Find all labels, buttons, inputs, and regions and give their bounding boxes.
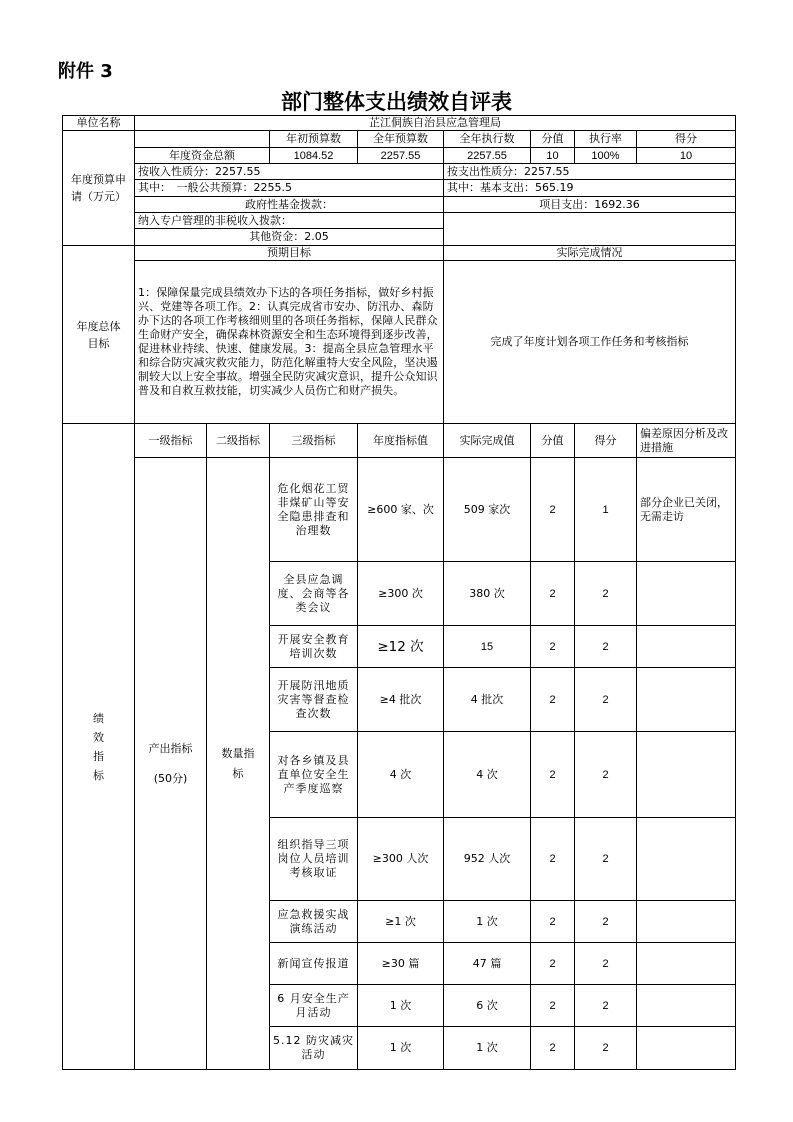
deviation-note <box>637 985 736 1027</box>
weight: 2 <box>531 562 575 626</box>
budget-total-executed: 2257.55 <box>444 148 531 164</box>
header-level3: 三级指标 <box>270 424 358 458</box>
weight: 2 <box>531 943 575 985</box>
annual-target: ≥12 次 <box>358 626 444 668</box>
budget-header-full-year: 全年预算数 <box>358 131 444 148</box>
unit-label: 单位名称 <box>63 116 135 131</box>
performance-section-label: 绩效指标 <box>63 424 135 1070</box>
weight: 2 <box>531 626 575 668</box>
income-nature: 按收入性质分：2257.55 <box>135 164 444 180</box>
weight: 2 <box>531 901 575 943</box>
budget-header-score: 得分 <box>637 131 736 148</box>
weight: 2 <box>531 818 575 901</box>
score: 2 <box>575 943 637 985</box>
deviation-note <box>637 732 736 818</box>
project-expense: 项目支出：1692.36 <box>444 197 736 213</box>
actual-value: 1 次 <box>444 1027 531 1070</box>
level3-indicator: 新闻宣传报道 <box>270 943 358 985</box>
other-funds: 其他资金：2.05 <box>135 229 444 246</box>
annual-target: ≥4 批次 <box>358 668 444 732</box>
level3-indicator: 危化烟花工贸非煤矿山等安全隐患排查和治理数 <box>270 458 358 562</box>
weight: 2 <box>531 985 575 1027</box>
deviation-note <box>637 901 736 943</box>
budget-section-label: 年度预算申请（万元） <box>63 131 135 246</box>
deviation-note <box>637 668 736 732</box>
budget-total-full-year: 2257.55 <box>358 148 444 164</box>
level3-indicator: 5.12 防灾减灾活动 <box>270 1027 358 1070</box>
budget-total-label: 年度资金总额 <box>135 148 270 164</box>
actual-value: 4 批次 <box>444 668 531 732</box>
budget-total-weight: 10 <box>531 148 575 164</box>
level3-indicator: 全县应急调度、会商等各类会议 <box>270 562 358 626</box>
actual-completion-text: 完成了年度计划各项工作任务和考核指标 <box>444 261 736 424</box>
score: 2 <box>575 732 637 818</box>
annual-target: ≥30 篇 <box>358 943 444 985</box>
nontax-income: 纳入专户管理的非税收入拨款： <box>135 213 444 229</box>
header-level1: 一级指标 <box>135 424 207 458</box>
weight: 2 <box>531 668 575 732</box>
score: 2 <box>575 985 637 1027</box>
level3-indicator: 6 月安全生产月活动 <box>270 985 358 1027</box>
header-target: 年度指标值 <box>358 424 444 458</box>
deviation-note <box>637 1027 736 1070</box>
actual-value: 47 篇 <box>444 943 531 985</box>
level2-indicator: 数量指标 <box>207 458 270 1070</box>
header-actual: 实际完成值 <box>444 424 531 458</box>
header-score: 得分 <box>575 424 637 458</box>
actual-value: 4 次 <box>444 732 531 818</box>
self-evaluation-table <box>62 115 736 1070</box>
basic-expense: 其中：基本支出：565.19 <box>444 180 736 197</box>
level3-indicator: 应急救援实战演练活动 <box>270 901 358 943</box>
score: 2 <box>575 901 637 943</box>
budget-header-blank <box>135 131 270 148</box>
budget-header-executed: 全年执行数 <box>444 131 531 148</box>
budget-header-rate: 执行率 <box>575 131 637 148</box>
expected-goals-header: 预期目标 <box>135 246 444 261</box>
attachment-label: 附件 3 <box>58 61 113 82</box>
actual-value: 15 <box>444 626 531 668</box>
score: 2 <box>575 562 637 626</box>
budget-total-rate: 100% <box>575 148 637 164</box>
header-weight: 分值 <box>531 424 575 458</box>
annual-target: 1 次 <box>358 1027 444 1070</box>
score: 2 <box>575 1027 637 1070</box>
annual-target: ≥300 次 <box>358 562 444 626</box>
deviation-note <box>637 562 736 626</box>
budget-header-weight: 分值 <box>531 131 575 148</box>
annual-target: 4 次 <box>358 732 444 818</box>
actual-value: 380 次 <box>444 562 531 626</box>
expense-nature: 按支出性质分：2257.55 <box>444 164 736 180</box>
deviation-note <box>637 943 736 985</box>
actual-value: 952 人次 <box>444 818 531 901</box>
page-title: 部门整体支出绩效自评表 <box>281 89 512 114</box>
actual-value: 6 次 <box>444 985 531 1027</box>
deviation-note <box>637 818 736 901</box>
deviation-note: 部分企业已关闭，无需走访 <box>637 458 736 562</box>
weight: 2 <box>531 458 575 562</box>
annual-target: ≥300 人次 <box>358 818 444 901</box>
general-budget: 其中： 一般公共预算：2255.5 <box>135 180 444 197</box>
header-deviation: 偏差原因分析及改进措施 <box>637 424 736 458</box>
header-level2: 二级指标 <box>207 424 270 458</box>
weight: 2 <box>531 1027 575 1070</box>
goals-section-label: 年度总体目标 <box>63 246 135 424</box>
score: 2 <box>575 818 637 901</box>
actual-completion-header: 实际完成情况 <box>444 246 736 261</box>
actual-value: 1 次 <box>444 901 531 943</box>
annual-target: ≥1 次 <box>358 901 444 943</box>
score: 2 <box>575 626 637 668</box>
annual-target: ≥600 家、次 <box>358 458 444 562</box>
level3-indicator: 开展防汛地质灾害等督查检查次数 <box>270 668 358 732</box>
weight: 2 <box>531 732 575 818</box>
budget-total-initial: 1084.52 <box>270 148 358 164</box>
actual-value: 509 家次 <box>444 458 531 562</box>
expected-goals-text: 1：保障保量完成县绩效办下达的各项任务指标，做好乡村振兴、党建等各项工作。2：认真完成省市安办、防汛办、森防办下达的各项工作考核细则里的各项任务指标，保障人民群众生命财产安全，确保森林资源安全和生态环境得到逐步改善，促进林业持续、快速、健康发展。3：提高全县应急管理水平和综合防灾减灾救灾能力，防范化解重特大安全风险，坚决遏制较大以上安全事故。增强全民防灾减灾意识，提升公众知识普及和自救互救技能，切实减少人员伤亡和财产损失。 <box>135 261 444 424</box>
annual-target: 1 次 <box>358 985 444 1027</box>
score: 1 <box>575 458 637 562</box>
level3-indicator: 组织指导三项岗位人员培训考核取证 <box>270 818 358 901</box>
score: 2 <box>575 668 637 732</box>
deviation-note <box>637 626 736 668</box>
budget-header-initial: 年初预算数 <box>270 131 358 148</box>
budget-total-score: 10 <box>637 148 736 164</box>
level3-indicator: 开展安全教育培训次数 <box>270 626 358 668</box>
fund-budget: 政府性基金拨款： <box>135 197 444 213</box>
level1-indicator: 产出指标 (50分) <box>135 458 207 1070</box>
unit-name: 芷江侗族自治县应急管理局 <box>135 116 736 131</box>
budget-blank <box>444 213 736 246</box>
level3-indicator: 对各乡镇及县直单位安全生产季度巡察 <box>270 732 358 818</box>
